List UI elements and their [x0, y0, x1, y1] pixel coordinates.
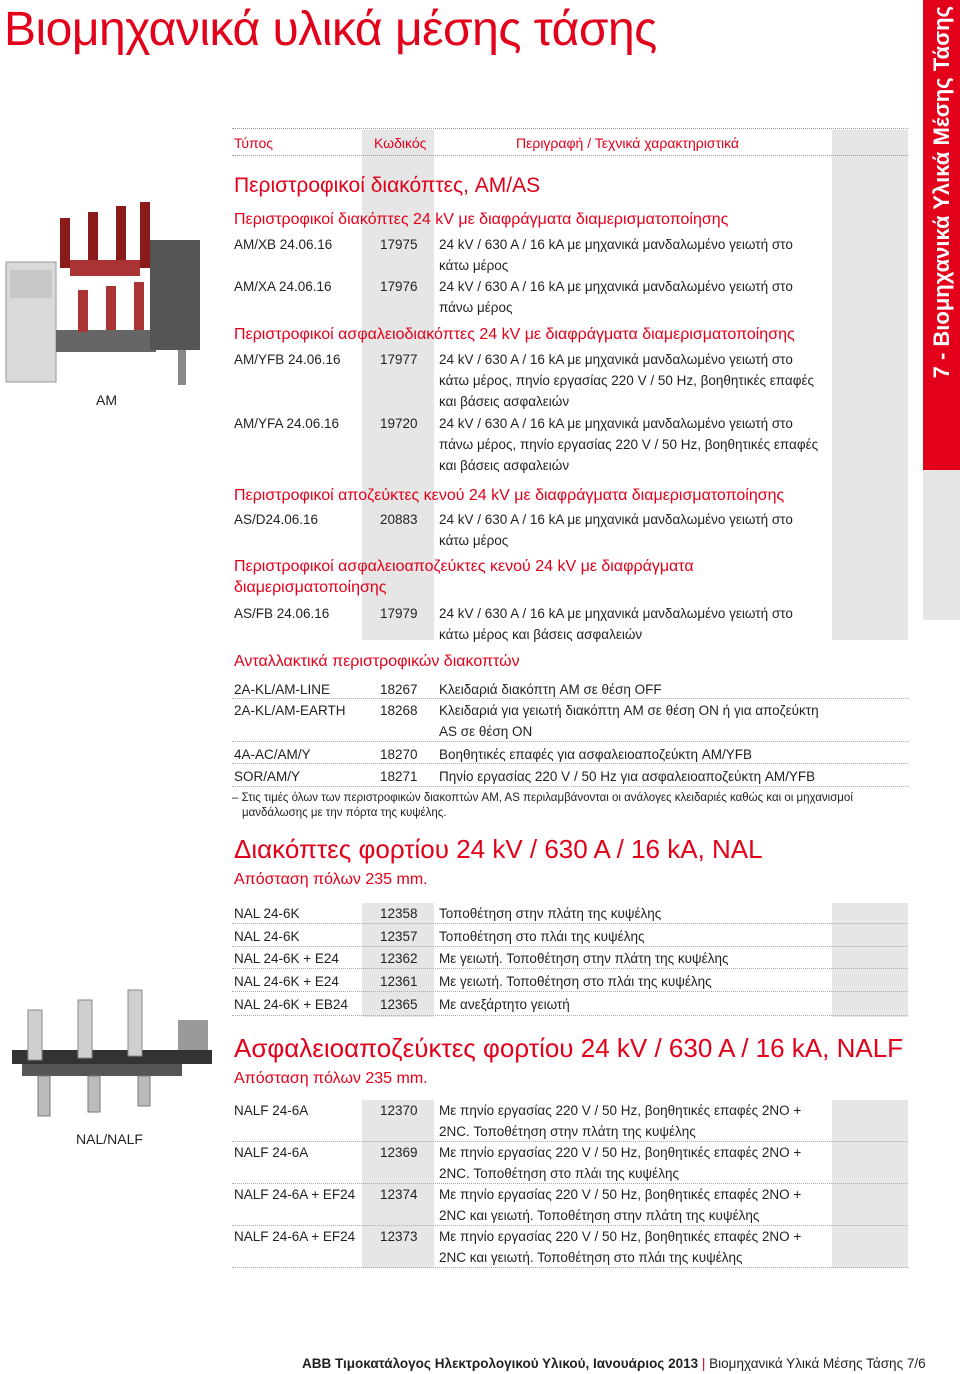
cell-desc: 2NC. Τοποθέτηση στο πλάι της κυψέλης [439, 1166, 679, 1181]
subsection-title: Περιστροφικοί ασφαλειοαποζεύκτες κενού 24 kV με διαφράγματα [234, 558, 694, 575]
table-row [232, 766, 908, 788]
cell-desc: 24 kV / 630 A / 16 kA με μηχανικά μανδαλωμένο γειωτή στο [439, 352, 793, 367]
row-divider [232, 968, 908, 969]
cell-desc: 24 kV / 630 A / 16 kA με μηχανικά μανδαλωμένο γειωτή στο [439, 416, 793, 431]
cell-type: 2A-KL/AM-EARTH [234, 703, 346, 718]
cell-desc: πάνω μέρος, πηνίο εργασίας 220 V / 50 Hz, βοηθητικές επαφές [439, 437, 819, 452]
row-divider [232, 1267, 908, 1268]
table-row [232, 603, 908, 625]
table-row [232, 903, 908, 925]
table-row [232, 1184, 908, 1206]
cell-type: NALF 24-6A + EF24 [234, 1187, 356, 1202]
table-row [232, 1247, 908, 1269]
cell-type: AM/XB 24.06.16 [234, 237, 333, 252]
cell-code: 20883 [380, 512, 418, 527]
row-divider [232, 763, 908, 764]
cell-desc: πάνω μέρος [439, 300, 513, 315]
footnote-line: μανδάλωσης με την πόρτα της κυψέλης. [242, 807, 447, 819]
table-row [232, 276, 908, 298]
footnote [232, 791, 912, 821]
cell-desc: Με πηνίο εργασίας 220 V / 50 Hz, βοηθητικές επαφές 2NO + [439, 1229, 802, 1244]
cell-desc: Με γειωτή. Τοποθέτηση στο πλάι της κυψέλης [439, 974, 712, 989]
cell-desc: κάτω μέρος, πηνίο εργασίας 220 V / 50 Hz, βοηθητικές επαφές [439, 373, 814, 388]
am-switch-image [0, 200, 218, 385]
table-row [232, 509, 908, 531]
cell-desc: Με ανεξάρτητο γειωτή [439, 997, 570, 1012]
cell-type: AS/D24.06.16 [234, 512, 319, 527]
cell-desc: Κλειδαριά διακόπτη AM σε θέση OFF [439, 682, 662, 697]
row-divider [232, 946, 908, 947]
cell-type: NAL 24-6K [234, 906, 300, 921]
cell-desc: Κλειδαριά για γειωτή διακόπτη AM σε θέση ON ή για αποζεύκτη [439, 703, 819, 718]
cell-desc: και βάσεις ασφαλειών [439, 394, 570, 409]
footer-page-number: 7/6 [906, 1356, 926, 1371]
chapter-tab-gray [923, 470, 960, 620]
cell-desc: κάτω μέρος και βάσεις ασφαλειών [439, 627, 643, 642]
header-code: Κωδικός [374, 135, 427, 151]
cell-code: 17977 [380, 352, 418, 367]
section-title-nal: Διακόπτες φορτίου 24 kV / 630 A / 16 kA, NAL [234, 834, 763, 864]
table-row [232, 455, 908, 477]
table-row [232, 700, 908, 722]
table-row [232, 948, 908, 970]
cell-desc: Τοποθέτηση στο πλάι της κυψέλης [439, 929, 645, 944]
cell-desc: κάτω μέρος [439, 533, 509, 548]
cell-desc: Πηνίο εργασίας 220 V / 50 Hz για ασφαλειοαποζεύκτη AM/YFB [439, 769, 816, 784]
table-row [232, 349, 908, 371]
cell-desc: 24 kV / 630 A / 16 kA με μηχανικά μανδαλωμένο γειωτή στο [439, 512, 793, 527]
cell-type: AM/YFA 24.06.16 [234, 416, 340, 431]
cell-code: 17975 [380, 237, 418, 252]
footer-brand: ABB Τιμοκατάλογος Ηλεκτρολογικού Υλικού, Ιανουάριος 2013 [302, 1356, 699, 1371]
section-subtitle-nalf: Απόσταση πόλων 235 mm. [234, 1070, 428, 1087]
cell-code: 12374 [380, 1187, 418, 1202]
cell-desc: κάτω μέρος [439, 258, 509, 273]
header-type: Τύπος [234, 135, 273, 151]
cell-type: NAL 24-6K [234, 929, 300, 944]
cell-code: 12365 [380, 997, 418, 1012]
row-divider [232, 991, 908, 992]
table-row [232, 1121, 908, 1143]
table-row [232, 234, 908, 256]
table-header [232, 128, 908, 156]
cell-type: 4A-AC/AM/Y [234, 747, 311, 762]
subsection-title: Περιστροφικοί αποζεύκτες κενού 24 kV με διαφράγματα διαμερισματοποίησης [234, 487, 785, 504]
section-subtitle-nal: Απόσταση πόλων 235 mm. [234, 871, 428, 888]
cell-code: 18271 [380, 769, 418, 784]
table-row [232, 1163, 908, 1185]
cell-desc: 2NC και γειωτή. Τοποθέτηση στο πλάι της κυψέλης [439, 1250, 743, 1265]
table-row [232, 297, 908, 319]
subsection-title: Περιστροφικοί ασφαλειοδιακόπτες 24 kV με διαφράγματα διαμερισματοποίησης [234, 326, 795, 343]
cell-desc: Με πηνίο εργασίας 220 V / 50 Hz, βοηθητικές επαφές 2NO + [439, 1103, 802, 1118]
chapter-tab-label: 7 - Βιομηχανικά Υλικά Μέσης Τάσης [929, 6, 954, 379]
table-row [232, 370, 908, 392]
cell-type: NAL 24-6K + E24 [234, 951, 339, 966]
cell-type: AM/YFB 24.06.16 [234, 352, 341, 367]
row-divider [232, 741, 908, 742]
table-row [232, 1226, 908, 1248]
cell-code: 12362 [380, 951, 418, 966]
nal-switch-image [8, 980, 222, 1120]
category-label-am: AM [96, 392, 117, 408]
table-row [232, 413, 908, 435]
table-row [232, 255, 908, 277]
table-row [232, 434, 908, 456]
cell-code: 12373 [380, 1229, 418, 1244]
cell-type: AS/FB 24.06.16 [234, 606, 330, 621]
row-divider [232, 698, 908, 699]
cell-code: 12358 [380, 906, 418, 921]
cell-desc: 2NC. Τοποθέτηση στην πλάτη της κυψέλης [439, 1124, 696, 1139]
row-divider [232, 786, 908, 787]
cell-type: NAL 24-6K + E24 [234, 974, 339, 989]
table-row [232, 994, 908, 1016]
page-footer [302, 1356, 926, 1371]
table-row [232, 971, 908, 993]
cell-desc: 24 kV / 630 A / 16 kA με μηχανικά μανδαλωμένο γειωτή στο [439, 606, 793, 621]
table-row [232, 721, 908, 743]
cell-desc: Τοποθέτηση στην πλάτη της κυψέλης [439, 906, 662, 921]
cell-desc: 24 kV / 630 A / 16 kA με μηχανικά μανδαλωμένο γειωτή στο [439, 237, 793, 252]
cell-desc: Με γειωτή. Τοποθέτηση στην πλάτη της κυψέλης [439, 951, 729, 966]
header-description: Περιγραφή / Τεχνικά χαρακτηριστικά [516, 135, 740, 151]
cell-type: AM/XA 24.06.16 [234, 279, 332, 294]
table-row [232, 1100, 908, 1122]
subsection-title: Ανταλλακτικά περιστροφικών διακοπτών [234, 653, 520, 670]
cell-code: 12357 [380, 929, 418, 944]
subsection-title: Περιστροφικοί διακόπτες 24 kV με διαφράγματα διαμερισματοποίησης [234, 211, 729, 228]
row-divider [232, 923, 908, 924]
cell-type: 2A-KL/AM-LINE [234, 682, 331, 697]
page-title: Βιομηχανικά υλικά μέσης τάσης [4, 3, 657, 56]
cell-desc: 24 kV / 630 A / 16 kA με μηχανικά μανδαλωμένο γειωτή στο [439, 279, 793, 294]
chapter-tab [923, 0, 960, 470]
cell-code: 12370 [380, 1103, 418, 1118]
section-title-nalf: Ασφαλειοαποζεύκτες φορτίου 24 kV / 630 A / 16 kA, NALF [234, 1033, 904, 1063]
table-row [232, 1205, 908, 1227]
cell-code: 17976 [380, 279, 418, 294]
cell-code: 18268 [380, 703, 418, 718]
table-row [232, 391, 908, 413]
cell-code: 18267 [380, 682, 418, 697]
cell-type: NALF 24-6A + EF24 [234, 1229, 356, 1244]
table-row [232, 1142, 908, 1164]
table-row [232, 624, 908, 646]
cell-code: 18270 [380, 747, 418, 762]
cell-desc: Βοηθητικές επαφές για ασφαλειοαποζεύκτη AM/YFB [439, 747, 753, 762]
cell-type: NALF 24-6A [234, 1103, 309, 1118]
cell-type: SOR/AM/Y [234, 769, 301, 784]
row-divider [232, 1015, 908, 1016]
table-row [232, 530, 908, 552]
table-row [232, 926, 908, 948]
footer-section: Βιομηχανικά Υλικά Μέσης Τάσης [709, 1356, 904, 1371]
cell-desc: Με πηνίο εργασίας 220 V / 50 Hz, βοηθητικές επαφές 2NO + [439, 1187, 802, 1202]
subsection-title-cont: διαμερισματοποίησης [234, 579, 387, 596]
cell-code: 12361 [380, 974, 418, 989]
footnote-line: – Στις τιμές όλων των περιστροφικών διακοπτών AM, AS περιλαμβάνονται οι ανάλογες κλειδαριές καθώς και οι μηχανισμοί [232, 792, 853, 804]
cell-desc: 2NC και γειωτή. Τοποθέτηση στην πλάτη της κυψέλης [439, 1208, 760, 1223]
footer-separator: | [701, 1356, 706, 1371]
cell-desc: AS σε θέση ON [439, 724, 533, 739]
cell-code: 12369 [380, 1145, 418, 1160]
cell-desc: Με πηνίο εργασίας 220 V / 50 Hz, βοηθητικές επαφές 2NO + [439, 1145, 802, 1160]
cell-type: NALF 24-6A [234, 1145, 309, 1160]
cell-desc: και βάσεις ασφαλειών [439, 458, 570, 473]
category-label-nal: NAL/NALF [76, 1131, 143, 1147]
section-title-am: Περιστροφικοί διακόπτες, AM/AS [234, 174, 541, 197]
cell-type: NAL 24-6K + EB24 [234, 997, 348, 1012]
cell-code: 17979 [380, 606, 418, 621]
cell-code: 19720 [380, 416, 418, 431]
